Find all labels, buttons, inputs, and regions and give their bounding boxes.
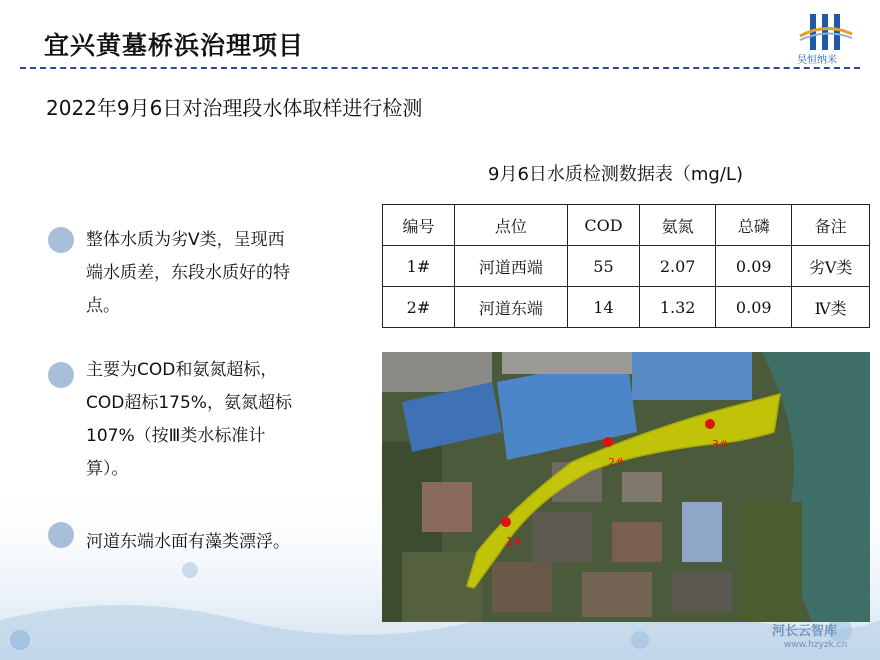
table-row <box>383 287 870 328</box>
col-header: 备注 <box>792 205 870 246</box>
table-cell: 劣Ⅴ类 <box>792 246 870 287</box>
sample-point-1-marker <box>501 517 511 527</box>
bullet-dot-icon <box>48 227 74 253</box>
bullet-line: COD超标175%，氨氮超标 <box>86 393 292 413</box>
table-cell: 河道东端 <box>454 287 567 328</box>
col-header: 点位 <box>454 205 567 246</box>
table-cell: 2.07 <box>640 246 716 287</box>
bullet-text-1 <box>86 224 290 323</box>
bullet-line: 整体水质为劣Ⅴ类，呈现西 <box>86 230 285 250</box>
col-header: 氨氮 <box>640 205 716 246</box>
table-header-row <box>383 205 870 246</box>
table-title: 9月6日水质检测数据表（mg/L) <box>488 164 743 185</box>
table-cell: 14 <box>567 287 639 328</box>
sample-point-3-marker <box>705 419 715 429</box>
sample-point-2-marker <box>603 437 613 447</box>
table-row <box>383 246 870 287</box>
watermark-url: www.hzyzk.cn <box>784 640 848 650</box>
header-divider <box>20 67 860 69</box>
bullet-line: 107%（按Ⅲ类水标准计 <box>86 426 266 446</box>
sample-point-2-label: 2# <box>608 456 625 469</box>
table-cell: 55 <box>567 246 639 287</box>
bullet-line: 端水质差，东段水质好的特 <box>86 263 290 283</box>
sample-point-1-label: 1# <box>506 535 523 548</box>
bullet-line: 河道东端水面有藻类漂浮。 <box>86 532 290 552</box>
watermark-name: 河长云智库 <box>772 624 838 639</box>
water-quality-table <box>382 204 870 328</box>
table-cell: 0.09 <box>716 287 792 328</box>
bullet-text-2 <box>86 354 292 486</box>
bullet-text-3 <box>86 526 290 559</box>
col-header: COD <box>567 205 639 246</box>
col-header: 总磷 <box>716 205 792 246</box>
table-cell: 河道西端 <box>454 246 567 287</box>
slide-subtitle: 2022年9月6日对治理段水体取样进行检测 <box>46 96 423 120</box>
page-title: 宜兴黄墓桥浜治理项目 <box>44 31 305 60</box>
satellite-map-image <box>382 352 870 622</box>
bullet-line: 主要为COD和氨氮超标， <box>86 360 278 380</box>
table-cell: 0.09 <box>716 246 792 287</box>
table-cell: 2# <box>383 287 455 328</box>
table-cell: 1# <box>383 246 455 287</box>
bullet-dot-icon <box>48 522 74 548</box>
table-cell: Ⅳ类 <box>792 287 870 328</box>
bullet-dot-icon <box>48 362 74 388</box>
logo-text: 昊恒纳米 <box>797 55 837 66</box>
table-cell: 1.32 <box>640 287 716 328</box>
sample-point-3-label: 3# <box>712 438 729 451</box>
col-header: 编号 <box>383 205 455 246</box>
bullet-line: 算）。 <box>86 459 129 479</box>
bullet-line: 点。 <box>86 296 120 316</box>
